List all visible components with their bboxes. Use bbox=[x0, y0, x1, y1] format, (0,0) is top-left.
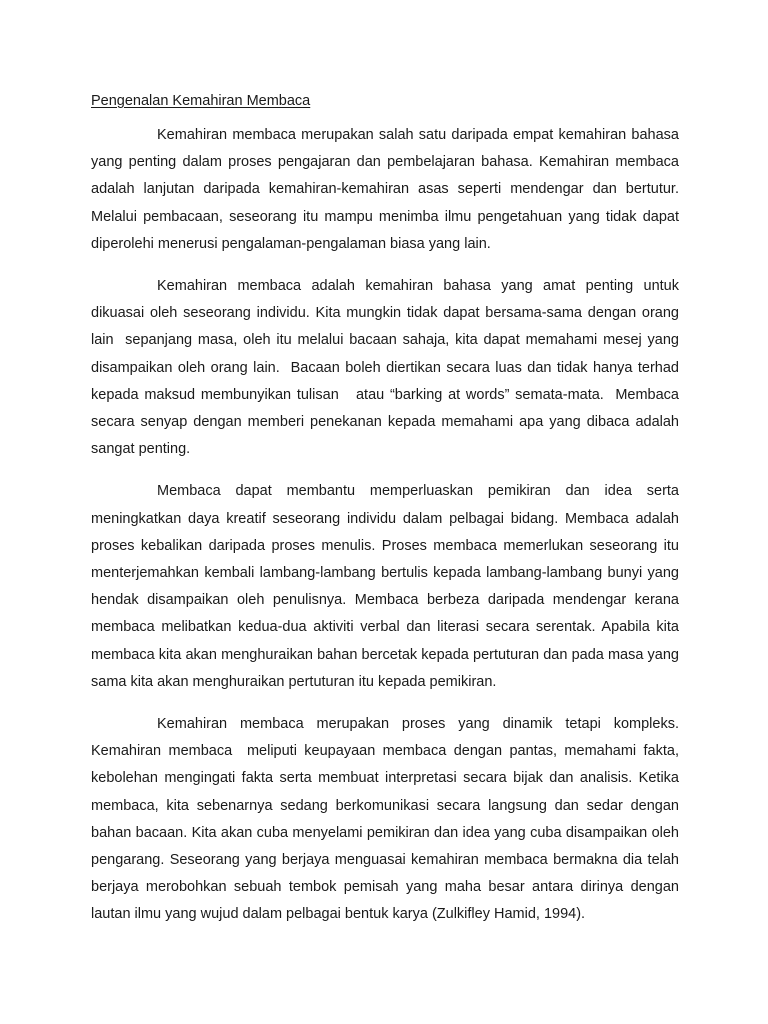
paragraph-3: Membaca dapat membantu memperluaskan pemikiran dan idea serta meningkatkan daya kreatif seseorang individu dalam pelbagai bidang. Membaca adalah proses kebalikan daripada proses menulis. Proses membaca memerlukan seseorang itu menterjemahkan kembali lambang-lambang bertulis kepada lambang-lambang bunyi yang hendak disampaikan oleh penulisnya. Membaca berbeza daripada mendengar kerana membaca melibatkan kedua-dua aktiviti verbal dan literasi secara serentak. Apabila kita membaca kita akan menghuraikan bahan bercetak kepada pertuturan dan pada masa yang sama kita akan menghuraikan pertuturan itu kepada pemikiran. bbox=[91, 483, 684, 690]
paragraph-1: Kemahiran membaca merupakan salah satu daripada empat kemahiran bahasa yang penting dalam proses pengajaran dan pembelajaran bahasa. Kemahiran membaca adalah lanjutan daripada kemahiran-kemahiran asas seperti mendengar dan bertutur. Melalui pembacaan, seseorang itu mampu menimba ilmu pengetahuan yang tidak dapat diperolehi menerusi pengalaman-pengalaman biasa yang lain. bbox=[91, 127, 684, 252]
document-page bbox=[91, 88, 684, 944]
document-title: Pengenalan Kemahiran Membaca bbox=[91, 93, 311, 109]
paragraph-4: Kemahiran membaca merupakan proses yang dinamik tetapi kompleks. Kemahiran membaca meliputi keupayaan membaca dengan pantas, memahami fakta, kebolehan mengingati fakta serta membuat interpretasi secara bijak dan analisis. Ketika membaca, kita sebenarnya sedang berkomunikasi secara langsung dan sedar dengan bahan bacaan. Kita akan cuba menyelami pemikiran dan idea yang cuba disampaikan oleh pengarang. Seseorang yang berjaya menguasai kemahiran membaca bermakna dia telah berjaya merobohkan sebuah tembok pemisah yang maha besar antara dirinya dengan lautan ilmu yang wujud dalam pelbagai bentuk karya (Zulkifley Hamid, 1994). bbox=[91, 716, 684, 923]
paragraph-2: Kemahiran membaca adalah kemahiran bahasa yang amat penting untuk dikuasai oleh seseorang individu. Kita mungkin tidak dapat bersama-sama dengan orang lain sepanjang masa, oleh itu melalui bacaan sahaja, kita dapat memahami mesej yang disampaikan oleh orang lain. Bacaan boleh diertikan secara luas dan tidak hanya terhad kepada maksud membunyikan tulisan atau “barking at words” semata-mata. Membaca secara senyap dengan memberi penekanan kepada memahami apa yang dibaca adalah sangat penting. bbox=[91, 278, 684, 458]
